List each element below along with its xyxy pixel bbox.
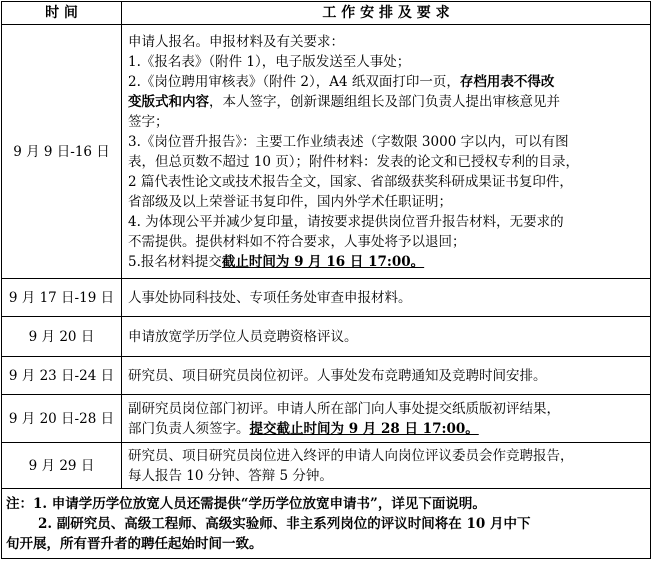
content-line: [128, 72, 646, 92]
row-time: 9 月 20 日-28 日: [2, 395, 122, 443]
row-time: 9 月 29 日: [2, 443, 122, 489]
line-text: 研究员、项目研究员岗位进入终评的申请人向岗位评议委员会作竞聘报告，: [128, 447, 574, 464]
content-line: [128, 232, 646, 252]
row-time: 9 月 9 日-16 日: [2, 25, 122, 279]
content-line: [128, 419, 646, 439]
line-text: 省部级及以上荣誉证书复印件，国内外学术任职证明；: [128, 193, 452, 210]
header-time: 时 间: [2, 2, 122, 25]
line-text: 2.《岗位聘用审核表》（附件 2），A4 纸双面打印一页，: [128, 73, 460, 90]
line-text: 3.《岗位晋升报告》：主要工作业绩表述（字数限 3000 字以内，可以有图: [128, 133, 569, 150]
row-content: [122, 317, 651, 357]
line-text: 4. 为体现公平并减少复印量，请按要求提供岗位晋升报告材料，无要求的: [128, 213, 564, 230]
content-line: [128, 132, 646, 152]
row-content: [122, 357, 651, 395]
line-text: 副研究员岗位部门初评。申请人所在部门向人事处提交纸质版初评结果，: [128, 400, 560, 417]
content-line: [128, 399, 646, 419]
schedule-table: [1, 1, 651, 559]
line-text: 部门负责人须签字。: [128, 420, 250, 437]
note-line: 旬开展，所有晋升者的聘任起始时间一致。: [6, 535, 263, 552]
line-text: 每人报告 10 分钟、答辩 5 分钟。: [128, 467, 333, 484]
content-line: [128, 252, 646, 272]
content-line: [128, 112, 646, 132]
table-row: [2, 357, 651, 395]
table-row: [2, 279, 651, 317]
row-content: [122, 25, 651, 279]
note-line: 注：1. 申请学历学位放宽人员还需提供“学历学位放宽申请书”，详见下面说明。: [6, 495, 486, 512]
content-line: [128, 366, 646, 386]
table-row: [2, 395, 651, 443]
header-plan: 工 作 安 排 及 要 求: [122, 2, 651, 25]
deadline-text: 截止时间为 9 月 16 日 17:00。: [221, 253, 425, 270]
table-row: [2, 317, 651, 357]
line-text: 表，但总页数不超过 10 页）；附件材料：发表的论文和已授权专利的目录，: [128, 153, 580, 170]
row-time: 9 月 23 日-24 日: [2, 357, 122, 395]
line-text: 5.报名材料提交: [128, 253, 222, 270]
content-line: [128, 466, 646, 486]
line-text: ，本人签字，创新课题组组长及部门负责人提出审核意见并: [209, 93, 560, 110]
line-text: 2 篇代表性论文或技术报告全文，国家、省部级获奖科研成果证书复印件，: [128, 173, 573, 190]
line-text: 人事处协同科技处、专项任务处审查申报材料。: [128, 289, 412, 306]
content-line: [128, 212, 646, 232]
row-time: 9 月 20 日: [2, 317, 122, 357]
deadline-text: 提交截止时间为 9 月 28 日 17:00。: [249, 420, 479, 437]
content-line: [128, 192, 646, 212]
notes-row: [2, 489, 651, 559]
content-line: [128, 152, 646, 172]
content-line: [128, 288, 646, 308]
line-text: 1.《报名表》（附件 1），电子版发送至人事处；: [128, 53, 411, 70]
content-line: [128, 92, 646, 112]
line-text: 申请放宽学历学位人员竞聘资格评议。: [128, 328, 358, 345]
content-line: [128, 327, 646, 347]
note-line: 2. 副研究员、高级工程师、高级实验师、非主系列岗位的评议时间将在 10 月中下: [38, 515, 531, 532]
bold-requirement-text: 变版式和内容: [128, 93, 209, 110]
line-text: 不需提供。提供材料如不符合要求，人事处将予以退回；: [128, 233, 466, 250]
row-content: [122, 279, 651, 317]
content-line: [128, 52, 646, 72]
row-content: [122, 443, 651, 489]
content-line: [128, 172, 646, 192]
line-text: 申请人报名。申报材料及有关要求：: [128, 33, 344, 50]
bold-requirement-text: 存档用表不得改: [459, 73, 555, 90]
content-line: [128, 446, 646, 466]
table-header-row: [2, 2, 651, 25]
table-row: [2, 25, 651, 279]
notes-cell: [2, 489, 651, 559]
line-text: 签字；: [128, 113, 169, 130]
line-text: 研究员、项目研究员岗位初评。人事处发布竞聘通知及竞聘时间安排。: [128, 367, 547, 384]
table-row: [2, 443, 651, 489]
content-line: [128, 32, 646, 52]
row-time: 9 月 17 日-19 日: [2, 279, 122, 317]
row-content: [122, 395, 651, 443]
